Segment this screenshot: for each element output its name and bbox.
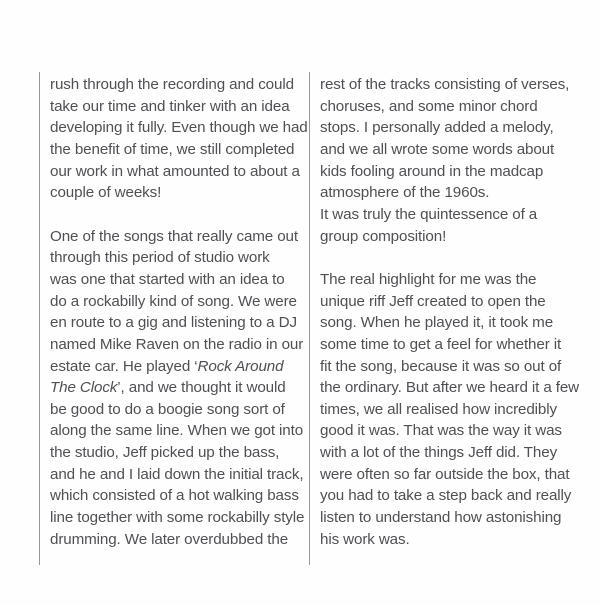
- text-segment: and he and I laid down the initial track,: [50, 465, 304, 483]
- text-line: [50, 529, 297, 551]
- text-segment: with a lot of the things Jeff did. They: [320, 444, 558, 462]
- text-line: [50, 442, 297, 464]
- text-segment: the benefit of time, we still completed: [50, 140, 295, 158]
- text-segment: rush through the recording and could: [50, 76, 294, 93]
- text-segment: estate car. He played ‘: [50, 357, 198, 375]
- text-line: [50, 464, 304, 486]
- text-segment: kids fooling around in the madcap: [320, 162, 544, 180]
- text-line: [320, 269, 567, 291]
- text-line: [50, 247, 297, 269]
- text-segment: named Mike Raven on the radio in our: [50, 335, 304, 353]
- text-line: [320, 96, 567, 118]
- text-segment: couple of weeks!: [50, 184, 162, 202]
- text-segment: which consisted of a hot walking bass: [50, 487, 299, 505]
- text-line: [320, 74, 570, 96]
- text-segment: drumming. We later overdubbed the: [50, 530, 289, 548]
- text-segment: good it was. That was the way it was: [320, 422, 562, 440]
- text-segment: song. When he played it, it took me: [320, 314, 554, 332]
- text-segment: his work was.: [320, 530, 410, 548]
- text-line: [50, 377, 297, 399]
- text-segment: group composition!: [320, 227, 447, 245]
- text-segment: be good to do a boogie song sort of: [50, 400, 285, 418]
- text-segment: atmosphere of the 1960s.: [320, 184, 490, 202]
- text-segment: One of the songs that really came out: [50, 227, 298, 245]
- text-segment: were often so far outside the box, that: [320, 465, 570, 483]
- text-line: [320, 377, 580, 399]
- text-segment: through this period of studio work: [50, 249, 270, 267]
- text-segment: take our time and tinker with an idea: [50, 97, 290, 115]
- text-line: [320, 204, 567, 226]
- text-segment: developing it fully. Even though we had: [50, 119, 308, 137]
- text-segment: times, we all realised how incredibly: [320, 400, 557, 418]
- text-line: [320, 117, 567, 139]
- text-line: [50, 161, 300, 183]
- text-line: [50, 334, 304, 356]
- song-title-italic: Rock Around: [197, 357, 284, 375]
- text-segment: and we all wrote some words about: [320, 140, 555, 158]
- text-segment: listen to understand how astonishing: [320, 509, 562, 527]
- text-line: [320, 420, 567, 442]
- text-line: [50, 356, 297, 378]
- paragraph: [50, 226, 305, 551]
- paragraph: [320, 269, 580, 551]
- text-line: [50, 399, 297, 421]
- text-line: [320, 312, 567, 334]
- text-segment: along the same line. When we got into: [50, 422, 304, 440]
- paragraph: [50, 74, 308, 204]
- paragraph: [320, 74, 570, 247]
- text-line: [50, 117, 308, 139]
- text-segment: unique riff Jeff created to open the: [320, 292, 546, 310]
- text-line: [320, 464, 570, 486]
- text-segment: the ordinary. But after we heard it a few: [320, 379, 580, 397]
- text-column-right: [309, 72, 580, 565]
- text-segment: The real highlight for me was the: [320, 270, 537, 288]
- text-line: [50, 226, 297, 248]
- text-segment: do a rockabilly kind of song. We were: [50, 292, 297, 310]
- text-column-left: [39, 72, 308, 565]
- text-line: [320, 161, 567, 183]
- text-line: [50, 74, 297, 96]
- text-line: [320, 226, 567, 248]
- text-segment: our work in what amounted to about a: [50, 162, 300, 180]
- text-segment: It was truly the quintessence of a: [320, 205, 538, 223]
- text-line: [320, 399, 567, 421]
- text-segment: en route to a gig and listening to a DJ: [50, 314, 297, 332]
- text-line: [50, 312, 297, 334]
- text-line: [320, 507, 567, 529]
- text-segment: choruses, and some minor chord: [320, 97, 538, 115]
- text-line: [320, 139, 567, 161]
- text-line: [320, 529, 567, 551]
- text-line: [50, 96, 297, 118]
- text-segment: the studio, Jeff picked up the bass,: [50, 444, 280, 462]
- text-line: [50, 182, 297, 204]
- text-segment: was one that started with an idea to: [50, 270, 285, 288]
- text-segment: you had to take a step back and really: [320, 487, 572, 505]
- text-segment: fit the song, because it was so out of: [320, 357, 562, 375]
- text-segment: line together with some rockabilly style: [50, 509, 305, 527]
- text-line: [50, 291, 297, 313]
- text-segment: stops. I personally added a melody,: [320, 119, 554, 137]
- text-line: [50, 420, 304, 442]
- song-title-italic: The Clock: [50, 379, 118, 397]
- text-segment: some time to get a feel for whether it: [320, 335, 562, 353]
- text-line: [320, 291, 567, 313]
- text-line: [320, 182, 567, 204]
- text-line: [320, 485, 572, 507]
- text-line: [50, 485, 297, 507]
- text-segment: ’, and we thought it would: [117, 379, 286, 397]
- text-line: [320, 356, 567, 378]
- text-line: [320, 442, 567, 464]
- text-line: [50, 139, 297, 161]
- text-line: [50, 269, 297, 291]
- text-line: [50, 507, 305, 529]
- text-segment: rest of the tracks consisting of verses,: [320, 76, 570, 93]
- text-line: [320, 334, 567, 356]
